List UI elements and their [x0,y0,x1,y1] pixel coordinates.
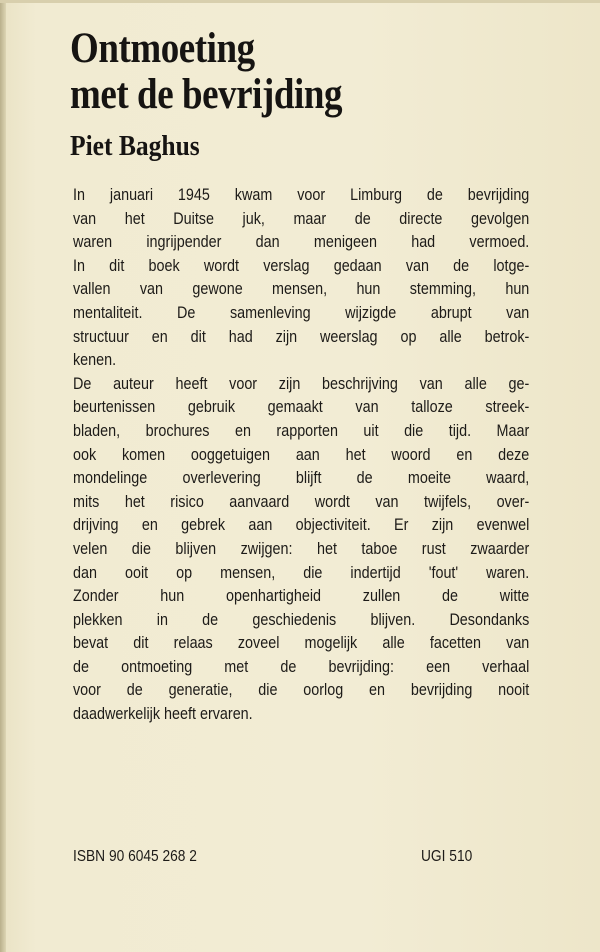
blurb-line: In dit boek wordt verslag gedaan van de lotge- [73,255,530,275]
blurb-line: bladen, brochures en rapporten uit die tijd. Maar [73,420,530,440]
blurb-line: velen die blijven zwijgen: het taboe rust zwaarder [73,538,530,558]
blurb-line: drijving en gebrek aan objectiviteit. Er zijn evenwel [73,515,530,535]
blurb-line: van het Duitse juk, maar de directe gevolgen [73,208,530,228]
blurb-line: In januari 1945 kwam voor Limburg de bevrijding [73,185,530,204]
blurb-line: mits het risico aanvaard wordt van twijfels, over- [73,491,530,511]
blurb-line: structuur en dit had zijn weerslag op alle betrok- [73,326,530,346]
book-title-line-1: Ontmoeting [70,25,255,72]
blurb-line: Zonder hun openhartigheid zullen de witte [73,586,530,606]
blurb-line: ook komen ooggetuigen aan het woord en deze [73,444,530,464]
blurb-line: dan ooit op mensen, die indertijd 'fout' waren. [73,562,530,582]
blurb-line: bevat dit relaas zoveel mogelijk alle facetten van [73,633,530,653]
blurb-line: daadwerkelijk heeft ervaren. [73,704,253,724]
blurb-line: mondelinge overlevering blijft de moeite waard, [73,468,530,488]
blurb-line: waren ingrijpender dan menigeen had vermoed. [73,232,530,252]
book-author: Piet Baghus [70,130,200,162]
blurb-line: vallen van gewone mensen, hun stemming, hun [73,279,530,299]
cover-spine-edge [0,0,6,952]
book-title-line-2: met de bevrijding [70,71,343,118]
cover-top-edge [0,0,600,3]
blurb-line: voor de generatie, die oorlog en bevrijding nooit [73,680,530,700]
blurb-line: mentaliteit. De samenleving wijzigde abrupt van [73,302,530,322]
book-title [70,26,342,118]
ugi-code: UGI 510 [421,848,473,865]
blurb-line: de ontmoeting met de bevrijding: een verhaal [73,656,530,676]
blurb-line: kenen. [73,350,117,370]
blurb-line: beurtenissen gebruik gemaakt van talloze streek- [73,397,530,417]
blurb-text [73,183,529,726]
blurb-line: De auteur heeft voor zijn beschrijving van alle ge- [73,373,530,393]
blurb-line: plekken in de geschiedenis blijven. Desondanks [73,609,530,629]
isbn-number: ISBN 90 6045 268 2 [73,848,197,865]
